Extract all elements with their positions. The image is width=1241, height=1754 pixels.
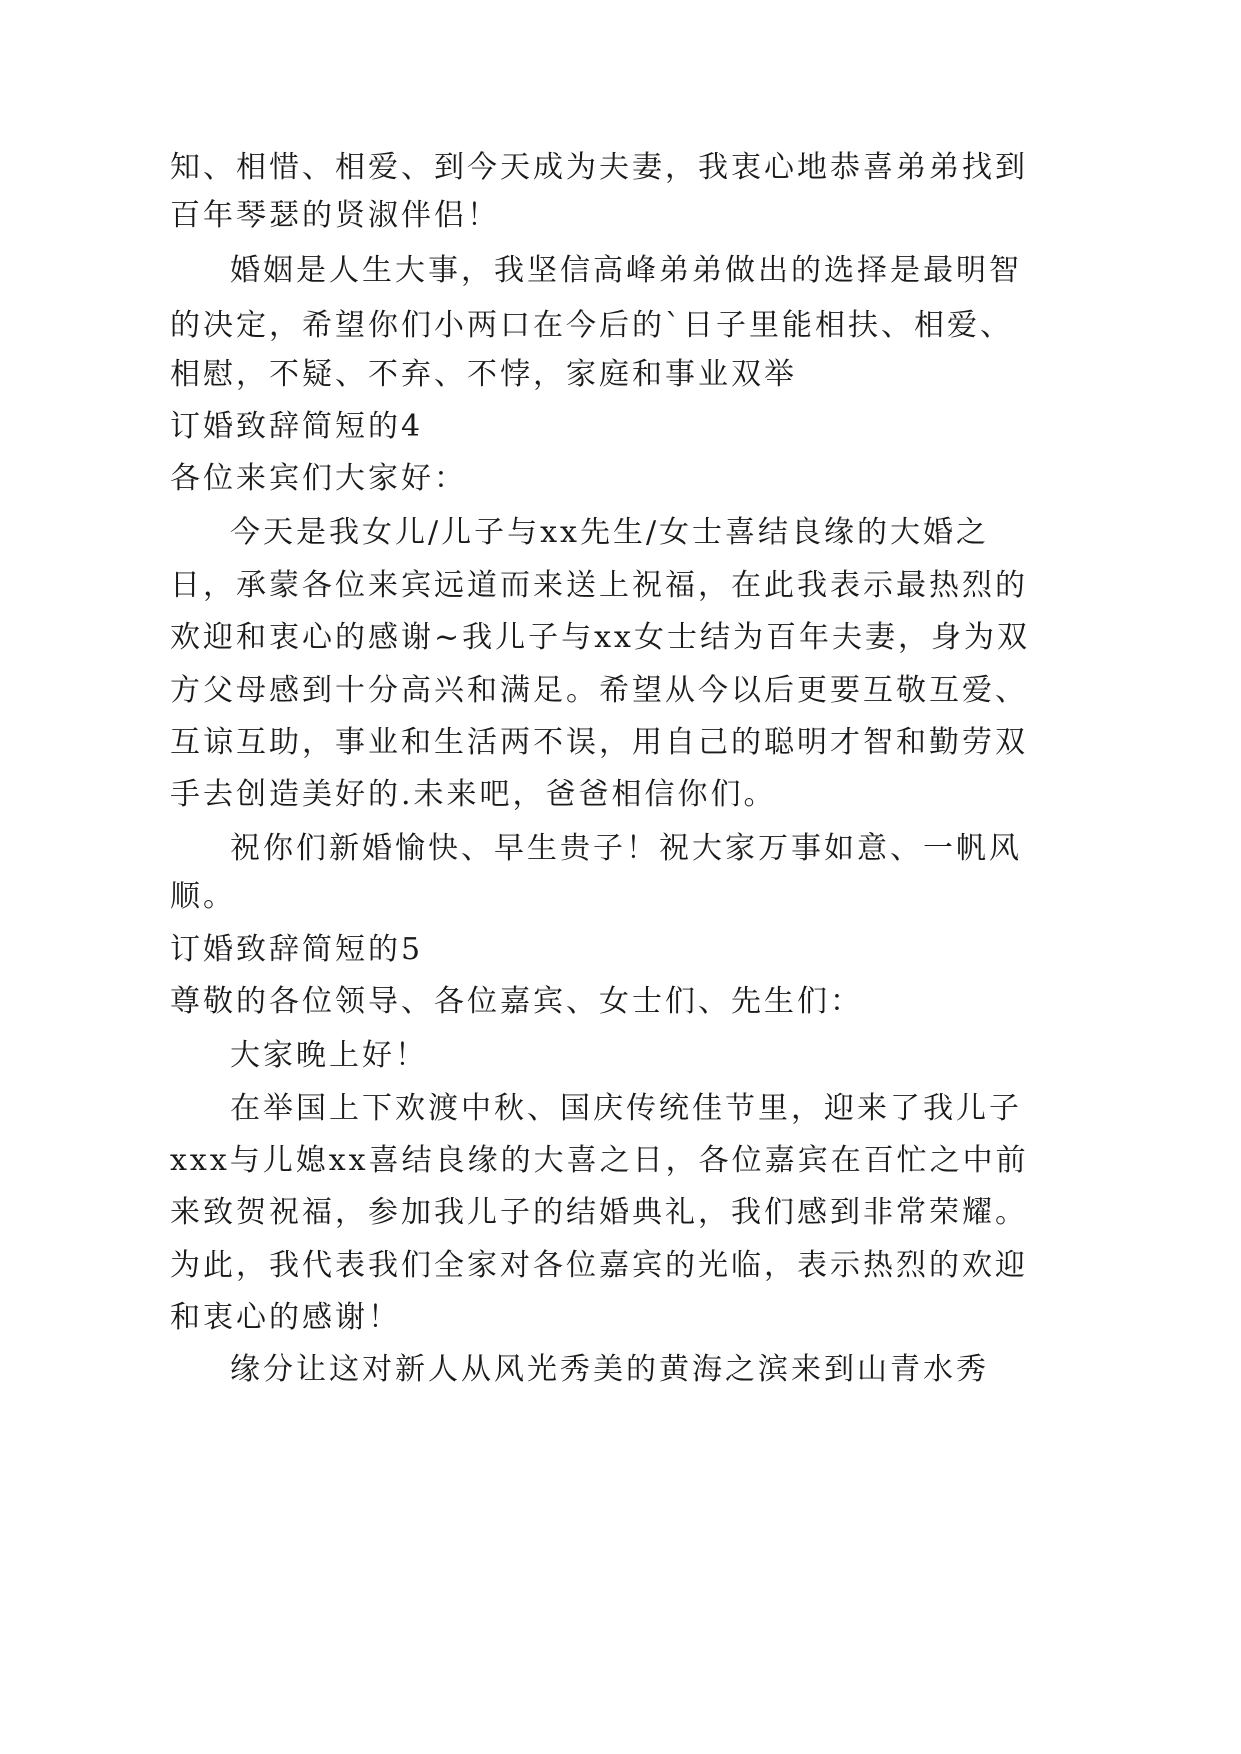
text-line-3: 婚姻是人生大事，我坚信高峰弟弟做出的选择是最明智 [230, 253, 1022, 288]
text-line-19: 在举国上下欢渡中秋、国庆传统佳节里，迎来了我儿子 [230, 1091, 1022, 1126]
text-line-2: 百年琴瑟的贤淑伴侣！ [170, 198, 500, 233]
text-line-5: 相慰，不疑、不弃、不悖，家庭和事业双举 [170, 357, 797, 392]
text-line-1: 知、相惜、相爱、到今天成为夫妻，我衷心地恭喜弟弟找到 [170, 150, 1028, 185]
text-line-15: 顺。 [170, 879, 236, 914]
salutation-5: 尊敬的各位领导、各位嘉宾、女士们、先生们： [170, 984, 863, 1019]
text-line-14: 祝你们新婚愉快、早生贵子！祝大家万事如意、一帆风 [230, 831, 1022, 866]
section-heading-5: 订婚致辞简短的5 [170, 932, 424, 967]
text-line-21: 来致贺祝福，参加我儿子的结婚典礼，我们感到非常荣耀。 [170, 1195, 1028, 1230]
text-line-10: 欢迎和衷心的感谢~我儿子与xx女士结为百年夫妻，身为双 [170, 620, 1030, 655]
section-heading-4: 订婚致辞简短的4 [170, 409, 424, 444]
text-line-23: 和衷心的感谢！ [170, 1300, 401, 1335]
text-line-8: 今天是我女儿/儿子与xx先生/女士喜结良缘的大婚之 [230, 515, 990, 550]
text-line-9: 日，承蒙各位来宾远道而来送上祝福，在此我表示最热烈的 [170, 568, 1028, 603]
greeting-line: 大家晚上好！ [230, 1038, 428, 1073]
text-line-20: xxx与儿媳xx喜结良缘的大喜之日，各位嘉宾在百忙之中前 [170, 1143, 1029, 1178]
text-line-4: 的决定，希望你们小两口在今后的`日子里能相扶、相爱、 [170, 308, 1013, 343]
salutation-4: 各位来宾们大家好： [170, 461, 467, 496]
text-line-22: 为此，我代表我们全家对各位嘉宾的光临，表示热烈的欢迎 [170, 1248, 1028, 1283]
text-line-11: 方父母感到十分高兴和满足。希望从今以后更要互敬互爱、 [170, 673, 1028, 708]
text-line-24: 缘分让这对新人从风光秀美的黄海之滨来到山青水秀 [230, 1352, 989, 1387]
text-line-12: 互谅互助，事业和生活两不误，用自己的聪明才智和勤劳双 [170, 725, 1028, 760]
text-line-13: 手去创造美好的.未来吧，爸爸相信你们。 [170, 777, 777, 812]
